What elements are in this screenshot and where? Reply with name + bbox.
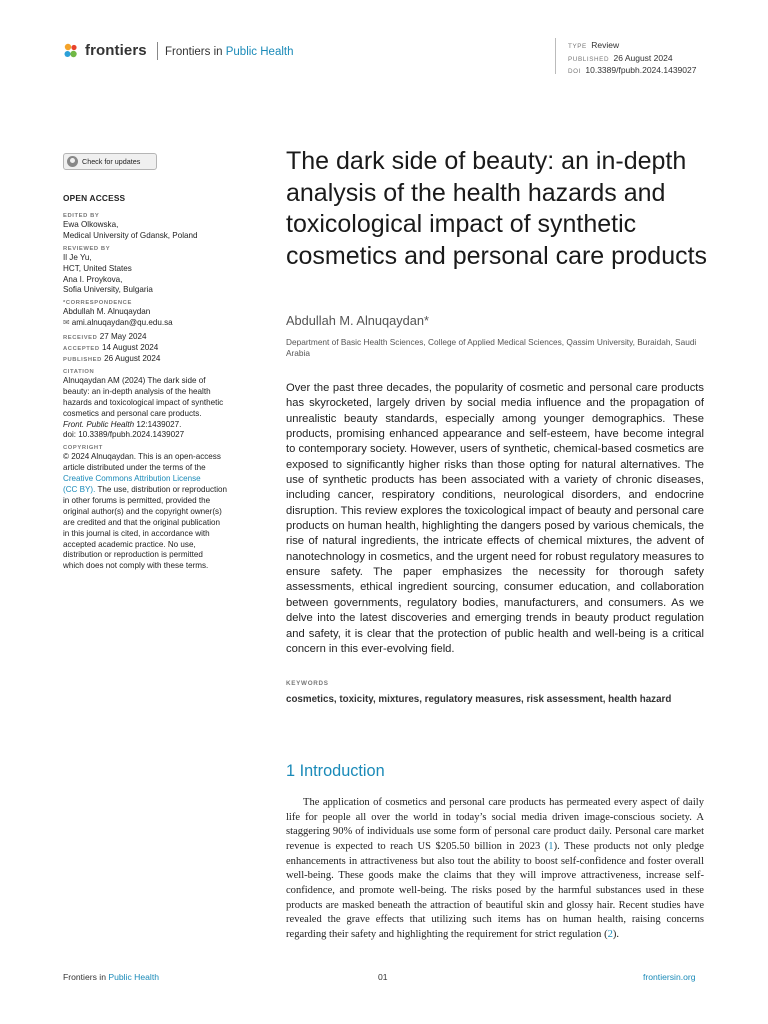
citation-journal: Front. Public Health	[63, 419, 135, 429]
copyright	[63, 444, 258, 572]
copyright-line: in other forums is permitted, provided the	[63, 495, 211, 505]
footer-journal-prefix: Frontiers in	[63, 972, 106, 982]
published-label: PUBLISHED	[63, 356, 102, 363]
reviewer-line: Ana I. Proykova,	[63, 274, 123, 284]
meta-published	[568, 53, 696, 66]
license-link[interactable]: Creative Commons Attribution License	[63, 474, 201, 484]
open-access-label: OPEN ACCESS	[63, 193, 126, 203]
meta-type-label: TYPE	[568, 43, 587, 50]
edited-by	[63, 212, 258, 242]
received-value: 27 May 2024	[99, 332, 147, 342]
citation-line: hazards and toxicological impact of synthetic	[63, 397, 224, 407]
editor-line: Ewa Olkowska,	[63, 219, 119, 229]
meta-published-label: PUBLISHED	[568, 55, 610, 63]
citation-label: CITATION	[63, 368, 95, 375]
correspondence-email-line	[63, 318, 258, 329]
published-value: 26 August 2024	[104, 353, 161, 363]
meta-doi	[568, 65, 696, 78]
citation-line: Alnuqaydan AM (2024) The dark side of	[63, 375, 206, 385]
reviewed-by-label: REVIEWED BY	[63, 245, 111, 252]
frontiers-logo[interactable]	[63, 42, 147, 59]
license-abbr-link[interactable]: (CC BY).	[63, 485, 96, 495]
copyright-label: COPYRIGHT	[63, 445, 103, 452]
copyright-line	[63, 485, 258, 496]
received-label: RECEIVED	[63, 335, 98, 342]
copyright-line: accepted academic practice. No use,	[63, 539, 196, 549]
correspondence-email[interactable]: ami.alnuqaydan@qu.edu.sa	[71, 318, 173, 328]
reference-link[interactable]: 2	[607, 928, 613, 940]
citation-journal-line	[63, 420, 258, 431]
meta-type-value: Review	[591, 40, 620, 50]
meta-published-value: 26 August 2024	[613, 52, 673, 63]
edited-by-label: EDITED BY	[63, 212, 100, 219]
journal-title: Public Health	[225, 46, 294, 58]
reviewer-line: Sofia University, Bulgaria	[63, 285, 153, 295]
brand-name: frontiers	[85, 42, 147, 59]
reviewer-line: Il Je Yu,	[63, 252, 92, 262]
intro-text: ).	[612, 928, 620, 940]
citation	[63, 368, 258, 441]
author-affiliation: Department of Basic Health Sciences, College of Applied Medical Sciences, Qassim University, Buraidah, Saudi Arabia	[286, 337, 697, 358]
update-icon	[67, 156, 78, 167]
copyright-line: in this journal is cited, in accordance with	[63, 528, 210, 538]
citation-line: beauty: an in-depth analysis of the health	[63, 386, 211, 396]
introduction-paragraph	[286, 796, 704, 943]
copyright-line: original author(s) and the copyright owner(s)	[63, 506, 222, 516]
article-meta	[568, 40, 696, 78]
frontiers-logo-icon	[63, 43, 79, 59]
footer-journal[interactable]	[63, 972, 159, 982]
check-for-updates-label: Check for updates	[82, 157, 141, 166]
copyright-line: distribution or reproduction is permitted	[63, 550, 203, 560]
citation-doi: doi: 10.3389/fpubh.2024.1439027	[63, 430, 185, 440]
footer-site-link[interactable]: frontiersin.org	[643, 972, 696, 982]
journal-name-header[interactable]	[165, 46, 294, 58]
copyright-line: article distributed under the terms of the	[63, 463, 206, 473]
abstract: Over the past three decades, the popularity of cosmetic and personal care products has skyrocketed, largely driven by social media influence and the propagation of unrealistic beauty standards, especially among younger demographics. These products, promising enhanced appearance and self-esteem, have become integral to contemporary society. However, users of synthetic, chemical-based cosmetics are exposed to significantly higher risks than those opting for natural alternatives. The use of synthetic products has been associated with a variety of chronic diseases, including cancer, respiratory conditions, neurological disorders, and endocrine disruption. This review explores the toxicological impact of beauty and personal care products on human health, highlighting the dangers posed by various chemicals, the rise of natural ingredients, the intricate effects of chemical mixtures, the advent of nanotechnology in cosmetics, and the urgent need for robust regulatory measures to ensure safety. The paper emphasizes the necessity for thorough safety assessments, ethical ingredient sourcing, consumer education, and collaboration between governments, regulatory bodies, manufacturers, and consumers. As we delve into the latest discoveries and emerging trends in beauty product regulation and safety, it is clear that the protection of public health and well-being is a critical concern in this ever-evolving field.	[286, 382, 704, 655]
correspondence-label: *CORRESPONDENCE	[63, 300, 132, 307]
journal-prefix: Frontiers in	[165, 46, 223, 58]
reference-link[interactable]: 1	[548, 840, 554, 852]
accepted-value: 14 August 2024	[101, 343, 159, 353]
mail-icon: ✉	[63, 318, 70, 328]
citation-line: cosmetics and personal care products.	[63, 408, 202, 418]
citation-volume: 12:1439027.	[136, 419, 182, 429]
accepted-label: ACCEPTED	[63, 346, 100, 353]
footer-journal-title: Public Health	[108, 972, 160, 982]
accepted-date	[63, 343, 258, 354]
published-date	[63, 354, 258, 365]
article-info-sidebar	[63, 193, 258, 575]
reviewer-line: HCT, United States	[63, 263, 132, 273]
correspondence-name: Abdullah M. Alnuqaydan	[63, 307, 151, 317]
article-author[interactable]: Abdullah M. Alnuqaydan*	[286, 313, 430, 328]
article-title: The dark side of beauty: an in-depth analysis of the health hazards and toxicological impact of synthetic cosmetics and personal care products	[286, 147, 708, 270]
received-date	[63, 332, 258, 343]
keywords: cosmetics, toxicity, mixtures, regulatory measures, risk assessment, health hazard	[286, 694, 672, 705]
keywords-label: KEYWORDS	[286, 680, 329, 687]
meta-type	[568, 40, 696, 53]
meta-divider	[555, 38, 556, 74]
copyright-line: © 2024 Alnuqaydan. This is an open-access	[63, 452, 221, 462]
correspondence	[63, 299, 258, 329]
copyright-rest: The use, distribution or reproduction	[95, 485, 228, 495]
intro-text: The application of cosmetics and personal care products has permeated every aspect of daily life for people all over the world in today’s social media driven image-conscious society. A staggering 90% of individuals use some form of personal care product daily. Personal care market revenue is expected to reach US $205.50 billion in 2023 (	[286, 797, 704, 852]
intro-text: ). These products not only pledge enhancements in attractiveness but also tout the ability to boost self-confidence and foster overall well-being. These goods make the claims that they will improve attractiveness, increase self-confidence, and promote well-being. The risks posed by the harmful substances used in these products are masked beneath the attraction of beautiful skin and glossy hair. Recent studies have revealed the grave effects that utilizing such items has on human health, raising concerns regarding their safety and highlighting the requirement for strict regulation (	[286, 840, 704, 940]
copyright-line: are credited and that the original publication	[63, 517, 221, 527]
section-heading: 1 Introduction	[286, 762, 385, 780]
header-divider	[157, 42, 158, 60]
check-for-updates-button[interactable]	[63, 153, 157, 170]
reviewed-by	[63, 245, 258, 297]
editor-line: Medical University of Gdansk, Poland	[63, 230, 198, 240]
copyright-line: which does not comply with these terms.	[63, 561, 209, 571]
dates	[63, 332, 258, 365]
meta-doi-label: DOI	[568, 68, 581, 75]
meta-doi-value[interactable]: 10.3389/fpubh.2024.1439027	[585, 65, 697, 75]
page-number: 01	[378, 972, 388, 982]
